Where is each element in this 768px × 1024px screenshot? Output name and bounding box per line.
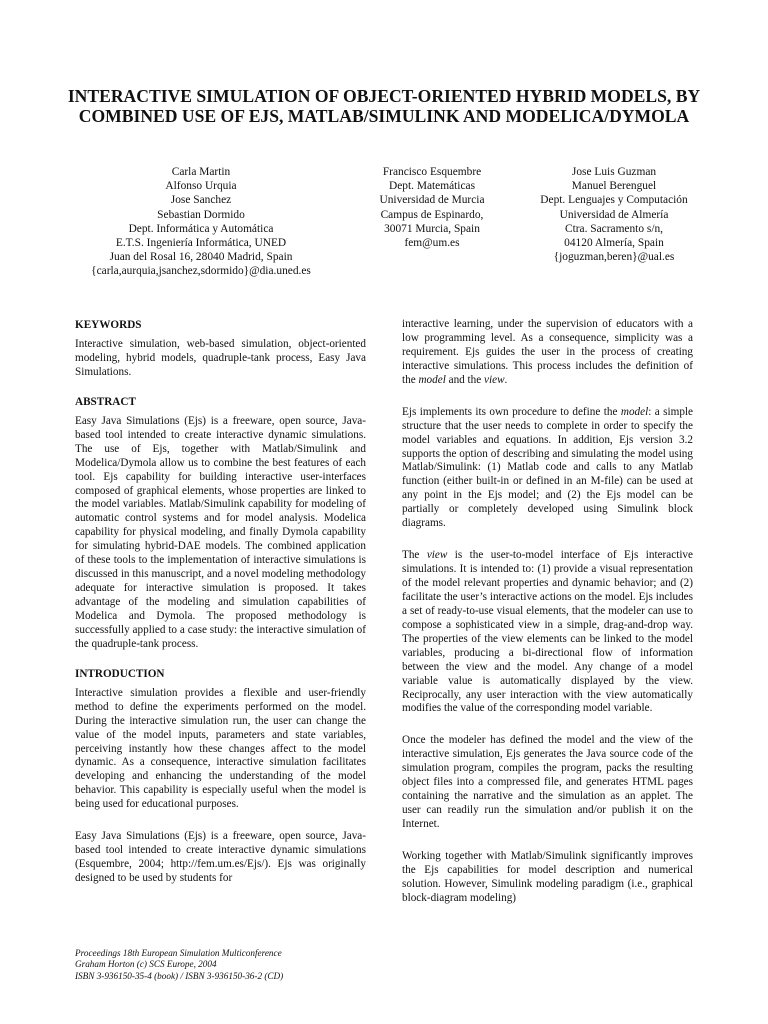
author-name: Jose Sanchez [170, 194, 232, 207]
author-email: {carla,aurquia,jsanchez,sdormido}@dia.uned.es [91, 265, 311, 278]
footer-line: ISBN 3-936150-35-4 (book) / ISBN 3-936150-36-2 (CD) [75, 970, 284, 981]
author-column-almeria [504, 165, 724, 264]
author-email: {joguzman,beren}@ual.es [553, 251, 675, 264]
author-address: 04120 Almería, Spain [564, 237, 664, 250]
author-name: Sebastian Dormido [157, 208, 245, 221]
author-name: Carla Martin [171, 166, 231, 178]
author-address: Juan del Rosal 16, 28040 Madrid, Spain [109, 251, 293, 264]
introduction-paragraph: Interactive simulation provides a flexible and user-friendly method to define the experiments performed on the model. During the interactive simulation run, the user can change the value of the model inputs, parameters and state variables, perceiving instantly how these changes affect to the model dynamic. As a consequence, interactive simulation facilitates developing and enhancing the understanding of the model behavior. This capability is especially useful when the model is being used for educational purposes. [75, 686, 366, 811]
abstract-heading: ABSTRACT [75, 395, 136, 408]
author-affiliation: Universidad de Almería [559, 208, 669, 221]
paper-title: INTERACTIVE SIMULATION OF OBJECT-ORIENTED HYBRID MODELS, BY COMBINED USE OF EJS, MATLAB/SIMULINK AND MODELICA/DYMOLA [67, 86, 701, 126]
body-paragraph: Once the modeler has defined the model and the view of the interactive simulation, Ejs generates the Java source code of the simulation program, compiles the program, packs the resulting object files into a compressed file, and generates HTML pages containing the narrative and the simulation as an applet. The user can readily run the simulation and/or publish it on the Internet. [402, 734, 693, 830]
author-affiliation: Dept. Informática y Automática [128, 222, 274, 235]
footer-line: Graham Horton (c) SCS Europe, 2004 [75, 959, 217, 970]
keywords-text: Interactive simulation, web-based simulation, object-oriented modeling, hybrid models, quadruple-tank process, Easy Java Simulations. [75, 338, 366, 378]
author-name: Francisco Esquembre [382, 166, 482, 178]
author-name: Jose Luis Guzman [571, 166, 657, 178]
body-paragraph: The view is the user-to-model interface of Ejs interactive simulations. It is intended to: (1) provide a visual representation of the model relevant properties and dynamic behavior; and (2) facilitate the user’s interactive actions on the model. Ejs includes a set of ready-to-use visual elements, that the modeler can use to compose a sophisticated view in a simple, drag-and-drop way. The properties of the view elements can be linked to the model variables, producing a bi-directional flow of information between the view and the model. Any change of a model variable value is automatically displayed by the view. Reciprocally, any user interaction with the view automatically modifies the value of the corresponding model variable. [402, 549, 693, 715]
introduction-paragraph: Easy Java Simulations (Ejs) is a freeware, open source, Java-based tool intended to create interactive dynamic simulations (Esquembre, 2004; http://fem.um.es/Ejs/). Ejs was originally designed to be used by students for [75, 830, 366, 884]
author-column-uned [66, 165, 336, 279]
author-affiliation: Dept. Matemáticas [388, 180, 476, 193]
abstract-text: Easy Java Simulations (Ejs) is a freeware, open source, Java-based tool intended to create interactive dynamic simulations. The use of Ejs, together with Matlab/Simulink and Modelica/Dymola allow us to combine the best features of each tool. Ejs capability for building interactive user-interfaces composed of graphical elements, whose properties are linked to the model variables. Matlab/Simulink capability for modeling of automatic control systems and for model analysis. Modelica capability for physical modeling, and finally Dymola capability for simulating hybrid-DAE models. The combined application of these tools to the implementation of interactive simulations is discussed in this manuscript, and a novel modeling methodology adequate for interactive simulation is proposed. It takes advantage of the modeling and simulation capabilities of Modelica and Dymola. The proposed methodology is successfully applied to a case study: the interactive simulation of the quadruple-tank process. [75, 414, 366, 650]
author-affiliation: Universidad de Murcia [379, 194, 485, 207]
author-address: Ctra. Sacramento s/n, [564, 222, 664, 235]
author-affiliation: E.T.S. Ingeniería Informática, UNED [115, 237, 287, 250]
body-paragraph: interactive learning, under the supervision of educators with a low programming level. As a consequence, simplicity was a requirement. Ejs guides the user in the process of creating interactive simulations. This process includes the definition of the model and the view. [402, 318, 693, 386]
author-email: fem@um.es [404, 237, 460, 250]
author-affiliation: Dept. Lenguajes y Computación [540, 194, 688, 207]
author-name: Manuel Berenguel [571, 180, 657, 193]
body-paragraph: Ejs implements its own procedure to define the model: a simple structure that the user needs to complete in order to specify the model variables and equations. In addition, Ejs version 3.2 supports the option of describing and simulating the model using Matlab/Simulink: (1) Matlab code and calls to any Matlab function (either built-in or defined in an M-file) can be used at any point in the Ejs model; and (2) the Ejs model can be partially or completely developed using Simulink block diagrams. [402, 405, 693, 530]
author-column-murcia [340, 165, 524, 250]
keywords-heading: KEYWORDS [75, 319, 142, 331]
introduction-heading: INTRODUCTION [75, 667, 165, 680]
author-name: Alfonso Urquia [165, 180, 237, 193]
author-address: Campus de Espinardo, [380, 208, 484, 221]
author-block [0, 165, 768, 285]
right-text-column [402, 318, 693, 906]
footer-line: Proceedings 18th European Simulation Multiconference [75, 948, 282, 958]
body-paragraph: Working together with Matlab/Simulink significantly improves the Ejs capabilities for model description and numerical solution. However, Simulink modeling paradigm (i.e., graphical block-diagram modeling) [402, 849, 693, 904]
left-text-column [75, 318, 366, 886]
author-address: 30071 Murcia, Spain [384, 222, 480, 235]
proceedings-footer [75, 948, 405, 982]
